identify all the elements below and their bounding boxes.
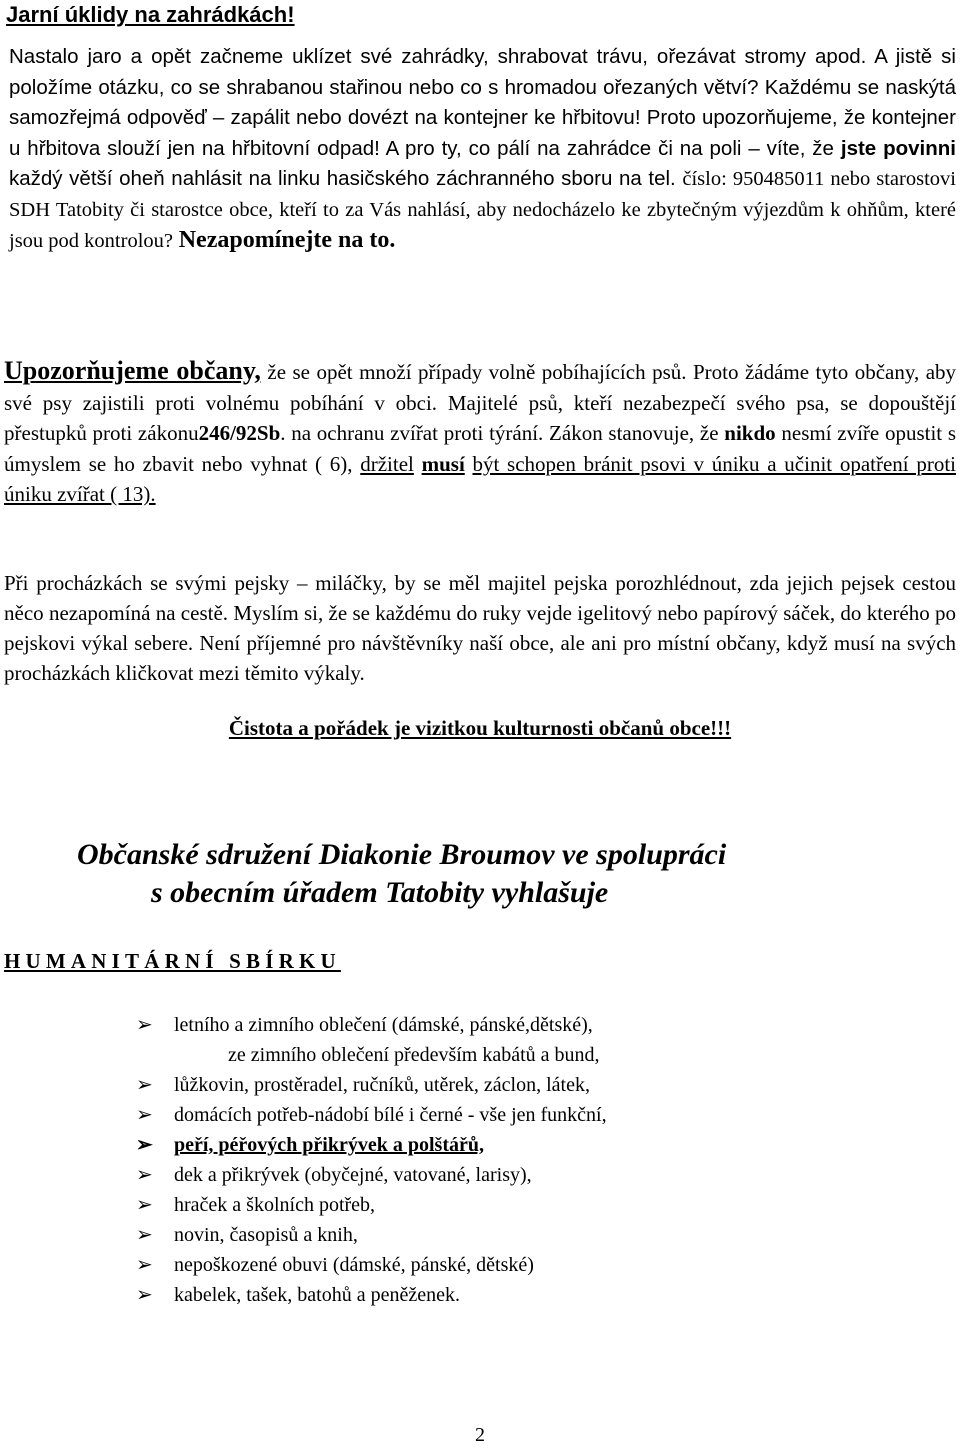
- page-number: 2: [475, 1424, 485, 1446]
- humanitarian-collection-heading: HUMANITÁRNÍ SBÍRKU: [4, 949, 341, 973]
- paragraph-garden-cleanup: [9, 42, 956, 257]
- dogs-lead: Upozorňujeme občany,: [4, 356, 261, 385]
- list-item: ➢ kabelek, tašek, batohů a peněženek.: [136, 1280, 936, 1310]
- dogs-nikdo: nikdo: [724, 421, 776, 445]
- list-item: ➢ lůžkovin, prostěradel, ručníků, utěrek, záclon, látek,: [136, 1070, 936, 1100]
- list-item: ➢ hraček a školních potřeb,: [136, 1190, 936, 1220]
- dogs-u2: být schopen bránit psovi v úniku a učinit opatření proti úniku zvířat ( 13).: [4, 451, 957, 506]
- waste-a: Při procházkách se svými pejsky – miláčky, by se měl majitel pejska porozhlédnout, zda jejich pejsek cestou něco nezapomíná na cestě.: [4, 571, 956, 625]
- waste-b: Myslím si, že se každému do ruky vejde igelitový nebo papírový sáček, do kterého po pejskovi výkal sebere.: [4, 601, 956, 655]
- dogs-u1: držitel: [360, 451, 414, 476]
- cleanliness-motto: Čistota a pořádek je vizitkou kulturnosti občanů obce!!!: [228, 716, 732, 740]
- garden-text-a: Nastalo jaro a opět začneme uklízet své zahrádky, shrabovat trávu, ořezávat stromy apod. A jistě si položíme otázku, co se shrabanou stařinou nebo co s hromadou ořezaných větví? Každému se naskýtá samozřejmá odpověď – zapálit nebo dovézt na kontejner ke hřbitovu! Proto upozorňujeme, že kontejner u hřbitova slouží jen na hřbitovní odpad! A pro ty, co pálí na zahrádce či na poli – víte, že: [9, 45, 956, 160]
- list-item: ➢ domácích potřeb-nádobí bílé i černé - vše jen funkční,: [136, 1100, 936, 1130]
- list-item-continuation: ze zimního oblečení především kabátů a bund,: [228, 1044, 600, 1066]
- arrowhead-bullet-icon: ➢: [136, 1164, 153, 1186]
- list-item: ➢ novin, časopisů a knih,: [136, 1220, 936, 1250]
- arrowhead-bullet-icon: ➢: [136, 1284, 153, 1306]
- garden-text-b: každý větší oheň nahlásit na linku hasičského záchranného sboru na tel.: [9, 167, 676, 190]
- announcement-line-1: Občanské sdružení Diakonie Broumov ve spolupráci: [77, 838, 727, 871]
- paragraph-dog-waste: [4, 568, 956, 688]
- section-heading-garden: Jarní úklidy na zahrádkách!: [6, 2, 295, 27]
- announcement-line-2: s obecním úřadem Tatobity vyhlašuje: [151, 876, 609, 909]
- dogs-musi: musí: [421, 451, 465, 476]
- dogs-t6: nesmí zvíře opustit s úmyslem se ho zbavit nebo vyhnat ( 6),: [4, 421, 957, 476]
- paragraph-dogs-warning: [4, 356, 956, 510]
- collection-items-list: [136, 1010, 936, 1310]
- dogs-t3: Majitelé psů, kteří nezabezpečí svého psa, se dopouštějí přestupků proti zákonu: [4, 390, 957, 445]
- arrowhead-bullet-icon: ➢: [136, 1074, 153, 1096]
- waste-c: Není příjemné pro návštěvníky naší obce, ale ani pro místní občany, když musí na svých procházkách kličkovat mezi těmito výkaly.: [4, 631, 957, 685]
- list-item: ➢ dek a přikrývek (obyčejné, vatované, larisy),: [136, 1160, 936, 1190]
- garden-text-c: číslo: 950485011 nebo starostovi SDH Tatobity či starostce obce, kteří to za Vás nahlásí, aby nedocházelo ke zbytečným výjezdům k ohňům, které jsou pod kontrolou?: [9, 168, 956, 252]
- dogs-t4: . na ochranu zvířat proti týrání.: [280, 421, 544, 445]
- arrowhead-bullet-icon: ➢: [136, 1134, 153, 1156]
- arrowhead-bullet-icon: ➢: [136, 1104, 153, 1126]
- arrowhead-bullet-icon: ➢: [136, 1194, 153, 1216]
- arrowhead-bullet-icon: ➢: [136, 1014, 153, 1036]
- dogs-t5: Zákon stanovuje, že: [549, 421, 719, 445]
- garden-text-bold: jste povinni: [840, 136, 956, 160]
- list-item: ➢ letního a zimního oblečení (dámské, pánské,dětské),: [136, 1010, 936, 1040]
- dogs-t2: Proto žádáme tyto občany, aby své psy zajistili proti volnému pobíhání v obci.: [4, 360, 957, 415]
- arrowhead-bullet-icon: ➢: [136, 1224, 153, 1246]
- dogs-law: 246/92Sb: [198, 421, 281, 445]
- list-item: ➢ peří, péřových přikrývek a polštářů,: [136, 1130, 936, 1160]
- dogs-t1: že se opět množí případy volně pobíhajících psů.: [267, 360, 687, 384]
- arrowhead-bullet-icon: ➢: [136, 1254, 153, 1276]
- list-item: ➢ nepoškozené obuvi (dámské, pánské, dětské): [136, 1250, 936, 1280]
- garden-text-emphasis: Nezapomínejte na to.: [178, 227, 396, 253]
